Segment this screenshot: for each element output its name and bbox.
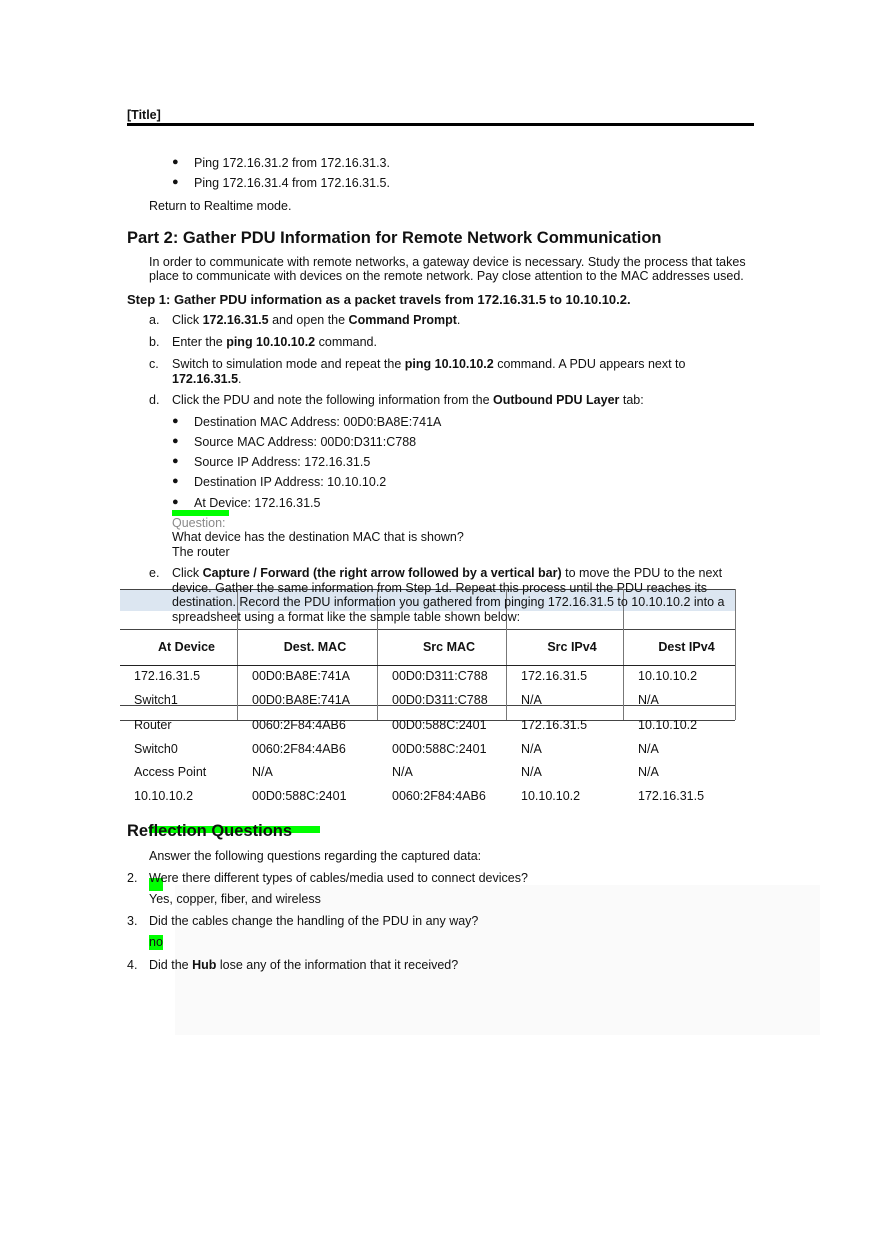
table-cell: N/A bbox=[638, 693, 659, 707]
ghost-rule bbox=[120, 629, 735, 630]
question-number: 3. bbox=[127, 914, 138, 928]
bullet-icon: ● bbox=[172, 415, 179, 427]
reflection-answer: no bbox=[149, 935, 163, 949]
bullet-icon: ● bbox=[172, 176, 179, 188]
table-cell: 172.16.31.5 bbox=[638, 789, 705, 803]
step-e-marker: e. bbox=[149, 566, 160, 580]
bullet-icon: ● bbox=[172, 475, 179, 487]
bullet-icon: ● bbox=[172, 496, 179, 508]
table-cell: 00D0:BA8E:741A bbox=[252, 693, 350, 707]
bullet-icon: ● bbox=[172, 455, 179, 467]
step-b-text: Enter the ping 10.10.10.2 command. bbox=[172, 335, 377, 349]
list-item: Destination IP Address: 10.10.10.2 bbox=[194, 475, 387, 489]
step-c-text: Switch to simulation mode and repeat the ping 10.10.10.2 command. A PDU appears next to bbox=[172, 357, 686, 371]
table-cell: 172.16.31.5 bbox=[521, 669, 588, 683]
step-a-text: Click 172.16.31.5 and open the Command Prompt. bbox=[172, 313, 461, 327]
table-header-cell: Src IPv4 bbox=[547, 640, 597, 654]
table-cell: 0060:2F84:4AB6 bbox=[392, 789, 486, 803]
return-text: Return to Realtime mode. bbox=[149, 199, 292, 213]
question-label: Question: bbox=[172, 516, 226, 530]
header-rule bbox=[127, 123, 754, 126]
answer-text: The router bbox=[172, 545, 230, 559]
ghost-column-line bbox=[735, 589, 736, 720]
step1-heading: Step 1: Gather PDU information as a packet travels from 172.16.31.5 to 10.10.10.2. bbox=[127, 292, 631, 307]
table-header-cell: Dest IPv4 bbox=[658, 640, 715, 654]
table-cell: Router bbox=[134, 718, 172, 732]
table-cell: 172.16.31.5 bbox=[134, 669, 201, 683]
step-c-marker: c. bbox=[149, 357, 159, 371]
table-cell: 172.16.31.5 bbox=[521, 718, 588, 732]
question-number: 2. bbox=[127, 871, 138, 885]
step-a-marker: a. bbox=[149, 313, 160, 327]
table-header-rule bbox=[120, 665, 735, 666]
table-cell: 00D0:BA8E:741A bbox=[252, 669, 350, 683]
reflection-intro: Answer the following questions regarding the captured data: bbox=[149, 849, 482, 863]
table-header-cell: At Device bbox=[158, 640, 215, 654]
table-cell: 0060:2F84:4AB6 bbox=[252, 718, 346, 732]
reflection-question: Did the Hub lose any of the information that it received? bbox=[149, 958, 459, 972]
table-cell: N/A bbox=[392, 765, 413, 779]
reflection-heading: Reflection Questions bbox=[127, 822, 293, 840]
bullet-icon: ● bbox=[172, 435, 179, 447]
table-cell: N/A bbox=[521, 742, 542, 756]
table-cell: N/A bbox=[521, 693, 542, 707]
table-cell: 10.10.10.2 bbox=[521, 789, 581, 803]
part2-intro-line2: place to communicate with devices on the remote network. Pay close attention to the MAC addresses used. bbox=[149, 269, 744, 283]
table-cell: N/A bbox=[638, 742, 659, 756]
part2-heading: Part 2: Gather PDU Information for Remote Network Communication bbox=[127, 229, 662, 247]
table-cell: 00D0:588C:2401 bbox=[252, 789, 347, 803]
step-e-line4: spreadsheet using a format like the sample table shown below: bbox=[172, 610, 521, 624]
table-cell: 00D0:D311:C788 bbox=[392, 693, 488, 707]
table-cell: 10.10.10.2 bbox=[638, 669, 698, 683]
table-cell: Switch1 bbox=[134, 693, 178, 707]
list-item: Ping 172.16.31.2 from 172.16.31.3. bbox=[194, 156, 390, 170]
table-cell: N/A bbox=[252, 765, 273, 779]
step-b-marker: b. bbox=[149, 335, 160, 349]
step-c-text-line2: 172.16.31.5. bbox=[172, 372, 242, 386]
list-item: Ping 172.16.31.4 from 172.16.31.5. bbox=[194, 176, 390, 190]
table-cell: 10.10.10.2 bbox=[638, 718, 698, 732]
list-item: Destination MAC Address: 00D0:BA8E:741A bbox=[194, 415, 442, 429]
step-d-text: Click the PDU and note the following information from the Outbound PDU Layer tab: bbox=[172, 393, 644, 407]
reflection-question: Were there different types of cables/media used to connect devices? bbox=[149, 871, 528, 885]
table-cell: Switch0 bbox=[134, 742, 178, 756]
step-e-line2: device. Gather the same information from Step 1d. Repeat this process until the PDU reaches its bbox=[172, 581, 707, 595]
step-d-marker: d. bbox=[149, 393, 160, 407]
table-cell: 00D0:588C:2401 bbox=[392, 742, 487, 756]
table-cell: 00D0:D311:C788 bbox=[392, 669, 488, 683]
table-header-cell: Dest. MAC bbox=[283, 640, 347, 654]
reflection-question: Did the cables change the handling of the PDU in any way? bbox=[149, 914, 479, 928]
table-cell: N/A bbox=[638, 765, 659, 779]
list-item: Source IP Address: 172.16.31.5 bbox=[194, 455, 371, 469]
table-cell: 00D0:588C:2401 bbox=[392, 718, 487, 732]
part2-intro-line1: In order to communicate with remote networks, a gateway device is necessary. Study the process that takes bbox=[149, 255, 746, 269]
table-cell: Access Point bbox=[134, 765, 207, 779]
table-cell: N/A bbox=[521, 765, 542, 779]
reflection-answer: Yes, copper, fiber, and wireless bbox=[149, 892, 321, 906]
list-item: Source MAC Address: 00D0:D311:C788 bbox=[194, 435, 417, 449]
bullet-icon: ● bbox=[172, 156, 179, 168]
page-header-title: [Title] bbox=[127, 108, 161, 122]
question-number: 4. bbox=[127, 958, 138, 972]
list-item: At Device: 172.16.31.5 bbox=[194, 496, 321, 510]
step-e-line3: destination. Record the PDU information you gathered from pinging 172.16.31.5 to 10.10.10.2 into a bbox=[172, 595, 725, 609]
table-cell: 10.10.10.2 bbox=[134, 789, 194, 803]
table-header-cell: Src MAC bbox=[422, 640, 476, 654]
table-cell: 0060:2F84:4AB6 bbox=[252, 742, 346, 756]
step-e-text: Click Capture / Forward (the right arrow followed by a vertical bar) to move the PDU to the next bbox=[172, 566, 723, 580]
question-text: What device has the destination MAC that is shown? bbox=[172, 530, 464, 544]
